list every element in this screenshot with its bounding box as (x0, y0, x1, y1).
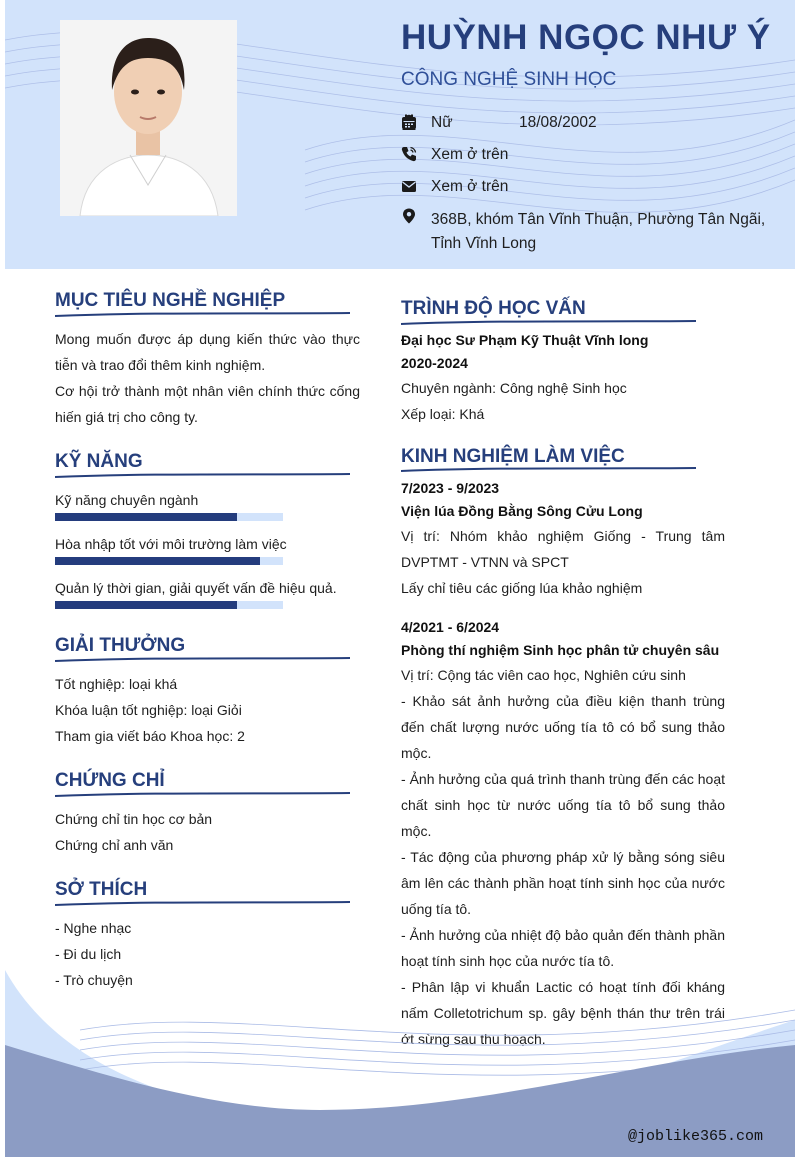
objective-line-1: Mong muốn được áp dụng kiến thức vào thực tiễn và trao đổi thêm kinh nghiệm. (55, 331, 360, 373)
profile-photo (60, 20, 237, 216)
job-period: 7/2023 - 9/2023 (401, 480, 500, 496)
objective-title: MỤC TIÊU NGHỀ NGHIỆP (55, 290, 286, 311)
skill-item (55, 580, 355, 609)
hobbies-underline (55, 900, 350, 908)
map-pin-icon (401, 212, 417, 228)
awards-title: GIẢI THƯỞNG (55, 635, 186, 656)
phone-row (401, 146, 508, 164)
awards-list (55, 671, 360, 749)
objective-line-2: Cơ hội trở thành một nhân viên chính thức cống hiến giá trị cho công ty. (55, 383, 360, 425)
gender-value: Nữ (431, 114, 453, 131)
job-company: Viện lúa Đồng Bằng Sông Cửu Long (401, 503, 643, 519)
gender-row (401, 114, 597, 132)
job-line: - Tác động của phương pháp xử lý bằng sóng siêu âm lên các thành phần hoạt tính sinh học của nước uống tía tô. (401, 849, 725, 917)
list-item: Khóa luận tốt nghiệp: loại Giỏi (55, 702, 242, 718)
candidate-name: HUỲNH NGỌC NHƯ Ý (401, 18, 771, 57)
skill-label: Quản lý thời gian, giải quyết vấn đề hiệu quả. (55, 580, 337, 596)
header-banner (5, 0, 795, 269)
education-school: Đại học Sư Phạm Kỹ Thuật Vĩnh long (401, 332, 649, 348)
calendar-icon (489, 115, 505, 131)
education-rank: Xếp loại: Khá (401, 406, 485, 422)
skills-title: KỸ NĂNG (55, 451, 143, 472)
candidate-major: CÔNG NGHỆ SINH HỌC (401, 69, 617, 90)
list-item: - Nghe nhạc (55, 920, 132, 936)
experience-underline (401, 466, 696, 474)
experience-title: KINH NGHIỆM LÀM VIỆC (401, 446, 625, 467)
job-line: Vị trí: Nhóm khảo nghiệm Giống - Trung tâm DVPTMT - VTNN và SPCT (401, 528, 725, 570)
skill-label: Kỹ năng chuyên ngành (55, 492, 199, 508)
email-value: Xem ở trên (431, 178, 509, 195)
job-details (401, 523, 725, 601)
job-line: - Khảo sát ảnh hưởng của điều kiện thanh trùng đến chất lượng nước uống tía tô có bổ sung thảo mộc. (401, 693, 725, 761)
certificates-underline (55, 791, 350, 799)
email-row (401, 178, 508, 196)
skill-bar-fill (55, 513, 237, 521)
skills-underline (55, 472, 350, 480)
list-item: - Đi du lịch (55, 946, 122, 962)
job-line: - Phân lập vi khuẩn Lactic có hoạt tính đối kháng nấm Colletotrichum sp. gây bệnh thán thư trên trái ớt sừng sau thu hoạch. (401, 979, 725, 1047)
job-line: Lấy chỉ tiêu các giống lúa khảo nghiệm (401, 580, 643, 596)
skill-bar (55, 513, 283, 521)
education-underline (401, 319, 696, 327)
education-major: Chuyên ngành: Công nghệ Sinh học (401, 380, 627, 396)
site-credit: @joblike365.com (627, 1128, 763, 1145)
skill-item (55, 536, 355, 565)
objective-text (55, 326, 360, 430)
job-period: 4/2021 - 6/2024 (401, 619, 500, 635)
certificates-list (55, 806, 360, 858)
skill-label: Hòa nhập tốt với môi trường làm việc (55, 536, 287, 552)
skill-bar (55, 557, 283, 565)
job-line: - Ảnh hưởng của nhiệt độ bảo quản đến thành phần hoạt tính sinh học của nước tía tô. (401, 927, 725, 969)
address-value: 368B, khóm Tân Vĩnh Thuận, Phường Tân Ngãi, Tỉnh Vĩnh Long (431, 211, 766, 252)
job-company: Phòng thí nghiệm Sinh học phân tử chuyên sâu (401, 642, 720, 658)
skill-item (55, 492, 355, 521)
list-item: Chứng chỉ tin học cơ bản (55, 811, 213, 827)
job-line: Vị trí: Cộng tác viên cao học, Nghiên cứu sinh (401, 667, 686, 683)
list-item: - Trò chuyện (55, 972, 133, 988)
awards-underline (55, 656, 350, 664)
birthdate-value: 18/08/2002 (519, 114, 597, 131)
list-item: Chứng chỉ anh văn (55, 837, 174, 853)
phone-icon (401, 147, 417, 163)
certificates-title: CHỨNG CHỈ (55, 770, 165, 791)
skill-bar (55, 601, 283, 609)
hobbies-title: SỞ THÍCH (55, 879, 148, 900)
objective-underline (55, 311, 350, 319)
education-period: 2020-2024 (401, 355, 468, 371)
skill-bar-fill (55, 601, 237, 609)
list-item: Tham gia viết báo Khoa học: 2 (55, 728, 245, 744)
education-title: TRÌNH ĐỘ HỌC VẤN (401, 298, 586, 319)
address-row (401, 208, 776, 256)
skill-bar-fill (55, 557, 260, 565)
list-item: Tốt nghiệp: loại khá (55, 676, 178, 692)
job-line: - Ảnh hưởng của quá trình thanh trùng đến các hoạt chất sinh học từ nước uống tía tô bổ sung thảo mộc. (401, 771, 725, 839)
envelope-icon (401, 179, 417, 195)
phone-value: Xem ở trên (431, 146, 509, 163)
